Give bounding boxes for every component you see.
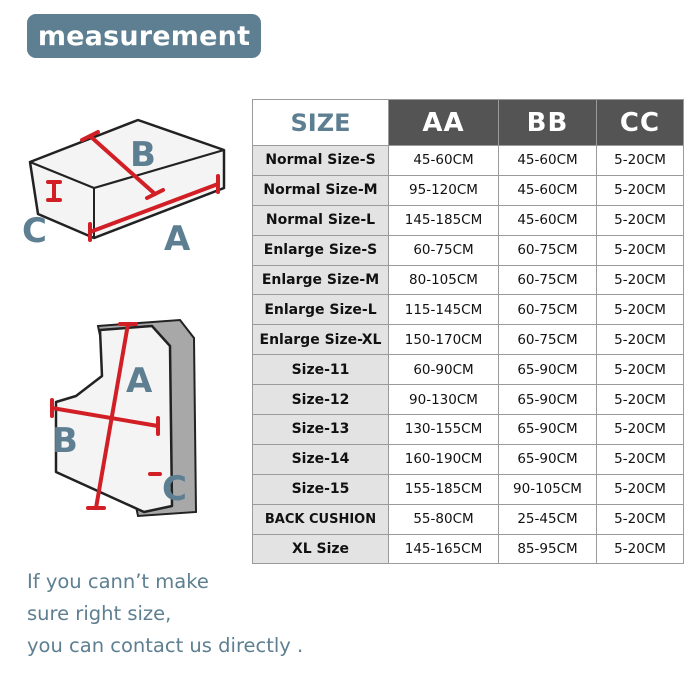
size-name: Enlarge Size-S xyxy=(253,235,389,265)
seat-label-b: B xyxy=(130,135,156,175)
value-cc: 5-20CM xyxy=(597,265,684,295)
table-row xyxy=(253,295,684,325)
value-cc: 5-20CM xyxy=(597,295,684,325)
note-line-3: you can contact us directly . xyxy=(27,634,304,657)
size-name: XL Size xyxy=(253,534,389,564)
value-aa: 55-80CM xyxy=(389,504,499,534)
size-name: Size-12 xyxy=(253,385,389,415)
table-row xyxy=(253,355,684,385)
value-bb: 85-95CM xyxy=(499,534,597,564)
size-name: Size-11 xyxy=(253,355,389,385)
value-bb: 60-75CM xyxy=(499,265,597,295)
value-bb: 45-60CM xyxy=(499,205,597,235)
value-aa: 95-120CM xyxy=(389,175,499,205)
value-bb: 60-75CM xyxy=(499,235,597,265)
table-row xyxy=(253,504,684,534)
value-cc: 5-20CM xyxy=(597,146,684,176)
seat-label-a: A xyxy=(164,219,191,259)
value-aa: 90-130CM xyxy=(389,385,499,415)
value-bb: 60-75CM xyxy=(499,295,597,325)
value-aa: 45-60CM xyxy=(389,146,499,176)
table-header-row xyxy=(253,100,684,146)
value-aa: 145-165CM xyxy=(389,534,499,564)
table-row xyxy=(253,235,684,265)
size-name: Normal Size-M xyxy=(253,175,389,205)
seat-label-c: C xyxy=(22,211,47,251)
value-bb: 65-90CM xyxy=(499,385,597,415)
value-bb: 65-90CM xyxy=(499,355,597,385)
value-cc: 5-20CM xyxy=(597,474,684,504)
size-name: Enlarge Size-XL xyxy=(253,325,389,355)
size-name: Enlarge Size-L xyxy=(253,295,389,325)
value-cc: 5-20CM xyxy=(597,355,684,385)
header-bb: BB xyxy=(499,100,597,146)
contact-note xyxy=(27,566,303,662)
value-aa: 150-170CM xyxy=(389,325,499,355)
table-row xyxy=(253,474,684,504)
size-chart-table xyxy=(252,99,684,564)
value-aa: 160-190CM xyxy=(389,444,499,474)
table-row xyxy=(253,175,684,205)
value-cc: 5-20CM xyxy=(597,325,684,355)
header-size: SIZE xyxy=(253,100,389,146)
value-cc: 5-20CM xyxy=(597,205,684,235)
value-aa: 60-90CM xyxy=(389,355,499,385)
value-bb: 60-75CM xyxy=(499,325,597,355)
value-aa: 115-145CM xyxy=(389,295,499,325)
value-cc: 5-20CM xyxy=(597,415,684,445)
back-label-a: A xyxy=(126,361,153,401)
size-name: Normal Size-L xyxy=(253,205,389,235)
table-row xyxy=(253,534,684,564)
header-aa: AA xyxy=(389,100,499,146)
value-cc: 5-20CM xyxy=(597,504,684,534)
value-aa: 80-105CM xyxy=(389,265,499,295)
table-row xyxy=(253,325,684,355)
table-row xyxy=(253,385,684,415)
value-bb: 65-90CM xyxy=(499,444,597,474)
back-label-b: B xyxy=(52,421,78,461)
header-cc: CC xyxy=(597,100,684,146)
value-cc: 5-20CM xyxy=(597,444,684,474)
value-cc: 5-20CM xyxy=(597,175,684,205)
size-name: BACK CUSHION xyxy=(253,504,389,534)
back-cushion-diagram xyxy=(20,312,240,522)
value-cc: 5-20CM xyxy=(597,534,684,564)
size-name: Normal Size-S xyxy=(253,146,389,176)
seat-cushion-diagram xyxy=(10,110,240,260)
value-aa: 155-185CM xyxy=(389,474,499,504)
size-name: Size-14 xyxy=(253,444,389,474)
value-bb: 45-60CM xyxy=(499,146,597,176)
table-row xyxy=(253,146,684,176)
value-aa: 145-185CM xyxy=(389,205,499,235)
note-line-1: If you cann’t make xyxy=(27,570,209,593)
value-bb: 90-105CM xyxy=(499,474,597,504)
value-cc: 5-20CM xyxy=(597,385,684,415)
value-bb: 65-90CM xyxy=(499,415,597,445)
size-name: Size-13 xyxy=(253,415,389,445)
note-line-2: sure right size, xyxy=(27,602,172,625)
size-name: Enlarge Size-M xyxy=(253,265,389,295)
value-bb: 25-45CM xyxy=(499,504,597,534)
value-cc: 5-20CM xyxy=(597,235,684,265)
measurement-title-badge: measurement xyxy=(27,14,261,58)
table-row xyxy=(253,415,684,445)
value-aa: 60-75CM xyxy=(389,235,499,265)
table-row xyxy=(253,444,684,474)
value-aa: 130-155CM xyxy=(389,415,499,445)
table-row xyxy=(253,265,684,295)
value-bb: 45-60CM xyxy=(499,175,597,205)
table-row xyxy=(253,205,684,235)
back-label-c: C xyxy=(162,469,187,509)
size-name: Size-15 xyxy=(253,474,389,504)
